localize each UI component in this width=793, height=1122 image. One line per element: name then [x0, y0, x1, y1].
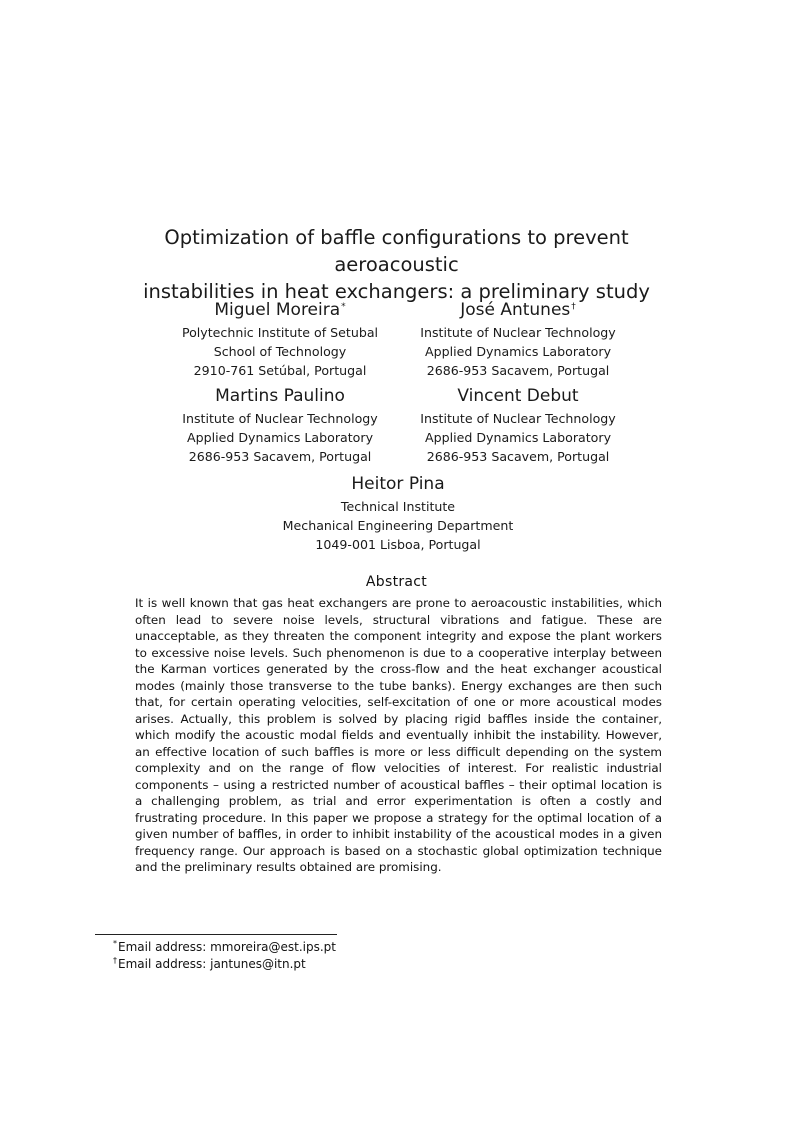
author-name: Vincent Debut [457, 386, 579, 406]
author-block-debut [388, 385, 648, 466]
author-affiliation: School of Technology [213, 344, 347, 359]
abstract-body: It is well known that gas heat exchangers are prone to aeroacoustic instabilities, which often lead to severe noise levels, structural vibrations and fatigue. These are unacceptable, as they threaten the component integrity and expose the plant workers to excessive noise levels. Such phenomenon is due to a cooperative interplay between the Karman vortices generated by the cross-flow and the heat exchanger acoustical modes (mainly those transverse to the tube banks). Energy exchanges are then such that, for certain operating velocities, self-excitation of one or more acoustical modes arises. Actually, this problem is solved by placing rigid baffles inside the container, which modify the acoustic modal fields and eventually inhibit the instability. However, an effective location of such baffles is more or less difficult depending on the system complexity and on the range of flow velocities of interest. For realistic industrial components – using a restricted number of acoustical baffles – their optimal location is a challenging problem, as trial and error experimentation is often a costly and frustrating procedure. In this paper we propose a strategy for the optimal location of a given number of baffles, in order to inhibit instability of the acoustical modes in a given frequency range. Our approach is based on a stochastic global optimization technique and the preliminary results obtained are promising. [135, 596, 662, 874]
author-name: Martins Paulino [215, 386, 345, 406]
author-affiliation: 2686-953 Sacavem, Portugal [426, 449, 610, 464]
title-line-1: Optimization of baffle configurations to prevent aeroacoustic [164, 226, 629, 276]
footnote-marker: † [113, 956, 117, 965]
author-affiliation: 2686-953 Sacavem, Portugal [188, 449, 372, 464]
author-affiliation: Applied Dynamics Laboratory [424, 430, 612, 445]
author-affiliation: Technical Institute [340, 499, 456, 514]
abstract-heading: Abstract [365, 574, 428, 590]
author-affiliation: Applied Dynamics Laboratory [424, 344, 612, 359]
author-block-paulino [150, 385, 410, 466]
author-affiliation: Institute of Nuclear Technology [420, 325, 616, 340]
footnote-marker: * [341, 302, 346, 312]
author-affiliation: Polytechnic Institute of Setubal [181, 325, 379, 340]
footnote-text: Email address: jantunes@itn.pt [118, 957, 306, 971]
footnote-marker: † [571, 302, 576, 312]
author-name: José Antunes† [460, 300, 576, 320]
author-affiliation: Institute of Nuclear Technology [182, 411, 378, 426]
author-affiliation: Mechanical Engineering Department [282, 518, 514, 533]
author-affiliation: 2910-761 Setúbal, Portugal [193, 363, 367, 378]
author-block-moreira [150, 296, 410, 380]
footnote-marker: * [113, 939, 117, 948]
author-name: Miguel Moreira* [214, 300, 346, 320]
author-affiliation: 1049-001 Lisboa, Portugal [315, 537, 481, 552]
author-block-antunes [388, 296, 648, 380]
footnote-text: Email address: mmoreira@est.ips.pt [118, 940, 336, 954]
author-affiliation: Institute of Nuclear Technology [420, 411, 616, 426]
footnote-2 [113, 953, 306, 972]
title-line-2: instabilities in heat exchangers: a preliminary study [143, 280, 650, 303]
footnote-rule [95, 934, 337, 935]
author-name: Heitor Pina [351, 474, 445, 494]
author-affiliation: 2686-953 Sacavem, Portugal [426, 363, 610, 378]
paper-title [100, 224, 693, 305]
author-block-pina [248, 473, 548, 554]
author-affiliation: Applied Dynamics Laboratory [186, 430, 374, 445]
